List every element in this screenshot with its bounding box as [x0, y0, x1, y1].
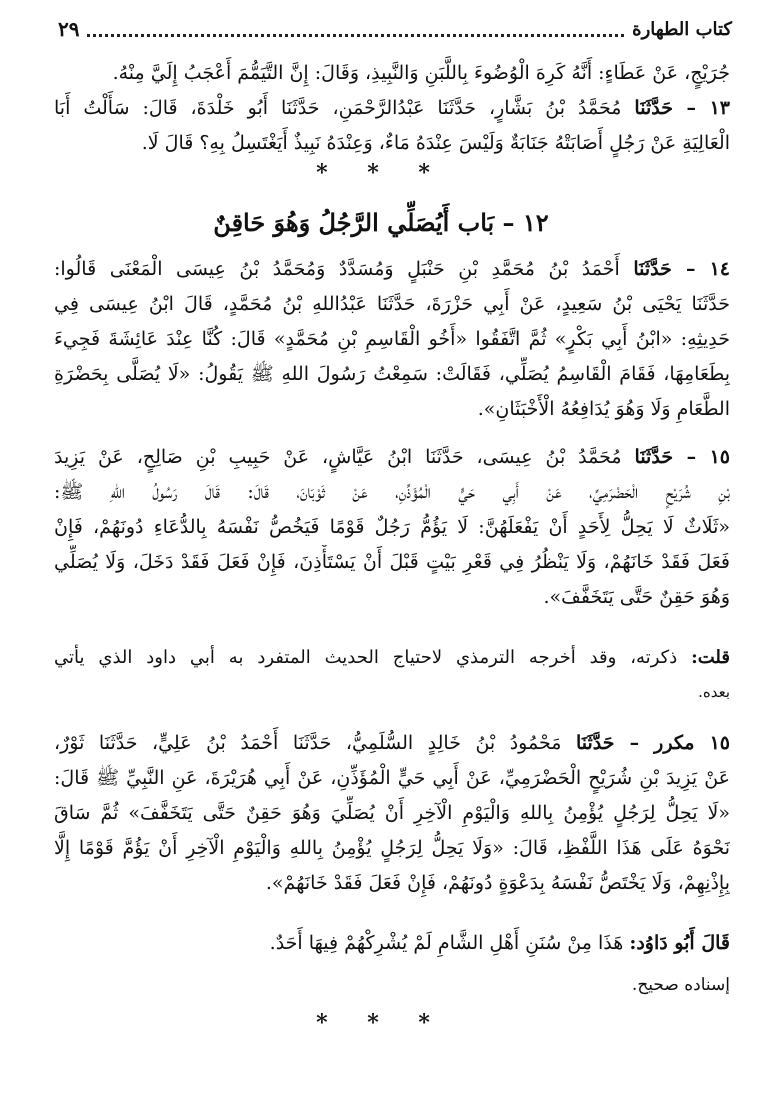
hadith-13 [54, 91, 730, 161]
note-label: قلت: [691, 647, 730, 668]
hadith-number: ١٥ – حَدَّثَنَا [634, 446, 730, 468]
abu-dawud-comment [54, 926, 730, 961]
text-line: بعده. [698, 683, 730, 701]
isnad-grade: إسناده صحيح. [631, 975, 730, 995]
text-line: بِطَعَامِهَا، فَقَامَ الْقَاسِمُ يُصَلِّي، فَقَالَتْ: سَمِعْتُ رَسُولَ اللهِ ﷺ يَقُولُ: «لَا يُصَلَّى بِحَضْرَةِ [54, 363, 730, 385]
text-line: الْعَالِيَةِ عَنْ رَجُلٍ أَصَابَتْهُ جَنَابَةٌ وَلَيْسَ عِنْدَهُ مَاءٌ، وَعِنْدَهُ نَبِيذٌ أَيَغْتَسِلُ بِهِ؟ قَالَ لَا. [141, 132, 730, 154]
comment-label: قَالَ أَبُو دَاوُد: [629, 932, 730, 954]
chapter-heading: ١٢ – بَاب أَيُصَلِّي الرَّجُلُ وَهُوَ حَاقِنٌ [213, 208, 549, 237]
hadith-number: ١٥ مكرر – حَدَّثَنَا [575, 732, 730, 754]
text-line: ١٣ – حَدَّثَنَا مُحَمَّدُ بْنُ بَشَّارٍ، حَدَّثَنَا عَبْدُالرَّحْمَنِ، حَدَّثَنَا أَبُو خَلْدَةَ، قَالَ: سَأَلْتُ أَبَا [54, 97, 730, 119]
text-line: جُرَيْجٍ، عَنْ عَطَاءٍ: أَنَّهُ كَرِهَ الْوُضُوءَ بِاللَّبَنِ وَالنَّبِيذِ، وَقَالَ: إِنَّ التَّيَمُّمَ أَعْجَبُ إِلَيَّ مِنْهُ. [112, 62, 730, 84]
text-line: «لَا يَحِلُّ لِرَجُلٍ يُؤْمِنُ بِاللهِ وَالْيَوْمِ الْآخِرِ أَنْ يُصَلِّيَ وَهُوَ حَقِنٌ حَتَّى يَتَخَفَّفَ» ثُمَّ سَاقَ [54, 802, 730, 824]
text-line: ١٤ – حَدَّثَنَا أَحْمَدُ بْنُ مُحَمَّدِ بْنِ حَنْبَلٍ وَمُسَدَّدٌ وَمُحَمَّدُ بْنُ عِيسَى الْمَعْنَى قَالُوا: [54, 258, 730, 280]
hadith-15 [54, 440, 730, 615]
text-line: عَنْ يَزِيدَ بْنِ شُرَيْحٍ الْحَضْرَمِيِّ، عَنْ أَبِي حَيٍّ الْمُؤَذِّنِ، عَنْ أَبِي هُرَيْرَةَ، عَنِ النَّبِيِّ ﷺ قَالَ: [54, 767, 730, 789]
text-line: وَهُوَ حَقِنٌ حَتَّى يَتَخَفَّفَ». [543, 586, 730, 608]
page-number: ٢٩ [58, 17, 80, 41]
text-line: ١٥ – حَدَّثَنَا مُحَمَّدُ بْنُ عِيسَى، حَدَّثَنَا ابْنُ عَيَّاشٍ، عَنْ حَبِيبِ بْنِ صَالِحٍ، عَنْ يَزِيدَ [54, 446, 730, 468]
editor-note [54, 640, 730, 710]
hadith-14 [54, 252, 730, 427]
text-line: بِإِذْنِهِمْ، وَلَا يَخْتَصُّ نَفْسَهُ بِدَعْوَةٍ دُونَهُمْ، فَإِنْ فَعَلَ فَقَدْ خَانَهُمْ». [265, 872, 730, 894]
text-line: قَالَ أَبُو دَاوُد: هَذَا مِنْ سُنَنِ أَهْلِ الشَّامِ لَمْ يُشْرِكْهُمْ فِيهَا أَحَدٌ. [269, 932, 730, 954]
paragraph-continuation [54, 56, 730, 91]
text-line: حَدَّثَنَا يَحْيَى بْنُ سَعِيدٍ، عَنْ أَبِي حَزْرَةَ، حَدَّثَنَا عَبْدُاللهِ بْنُ مُحَمَّدٍ، قَالَ ابْنُ عِيسَى فِي [54, 293, 730, 315]
text-line: فَعَلَ فَقَدْ خَانَهُمْ، وَلَا يَنْظُرُ فِي قَعْرِ بَيْتٍ قَبْلَ أَنْ يَسْتَأْذِنَ، فَإِنْ فَعَلَ فَقَدْ دَخَلَ، وَلَا يُصَلِّي [54, 551, 730, 573]
hadith-number: ١٤ – حَدَّثَنَا [633, 258, 730, 280]
section-separator: * * * [316, 1010, 446, 1036]
text-line: بْنِ شُرَيْحٍ الْحَضْرَمِيِّ، عَنْ أَبِي حَيٍّ الْمُؤَذِّنِ، عَنْ ثَوْبَانَ، قَالَ: قَالَ رَسُولُ اللهِ ﷺ: [54, 481, 730, 503]
text-line: قلت: ذكرته، وقد أخرجه الترمذي لاحتياج الحديث المتفرد به أبي داود الذي يأتي [54, 647, 730, 668]
header-dotted-leader [87, 22, 624, 37]
hadith-number: ١٣ – حَدَّثَنَا [634, 97, 730, 119]
text-line: «ثَلَاثٌ لَا يَحِلُّ لِأَحَدٍ أَنْ يَفْعَلَهُنَّ: لَا يَؤُمُّ رَجُلٌ قَوْمًا فَيَخُصُّ نَفْسَهُ بِالدُّعَاءِ دُونَهُمْ، فَإِنْ [54, 516, 730, 538]
running-header [58, 14, 732, 44]
grading [54, 968, 730, 1003]
hadith-15-repeated [54, 726, 730, 901]
text-line: الطَّعَامِ وَلَا وَهُوَ يُدَافِعُهُ الْأَخْبَثَانِ». [477, 398, 730, 420]
text-line: حَدِيثِهِ: «ابْنُ أَبِي بَكْرٍ» ثُمَّ اتَّفَقُوا «أَخُو الْقَاسِمِ بْنِ مُحَمَّدٍ» قَالَ: كُنَّا عِنْدَ عَائِشَةَ فَجِيءَ [54, 328, 730, 350]
book-title: كتاب الطهارة [632, 18, 732, 40]
section-separator: * * * [316, 160, 446, 186]
text-line: ١٥ مكرر – حَدَّثَنَا مَحْمُودُ بْنُ خَالِدٍ السُّلَمِيُّ، حَدَّثَنَا أَحْمَدُ بْنُ عَلِيٍّ، حَدَّثَنَا ثَوْرٌ، [54, 732, 730, 754]
text-line: نَحْوَهُ عَلَى هَذَا اللَّفْظِ، قَالَ: «وَلَا يَحِلُّ لِرَجُلٍ يُؤْمِنُ بِاللهِ وَالْيَوْمِ الْآخِرِ أَنْ يَؤُمَّ قَوْمًا إِلَّا [54, 837, 730, 859]
